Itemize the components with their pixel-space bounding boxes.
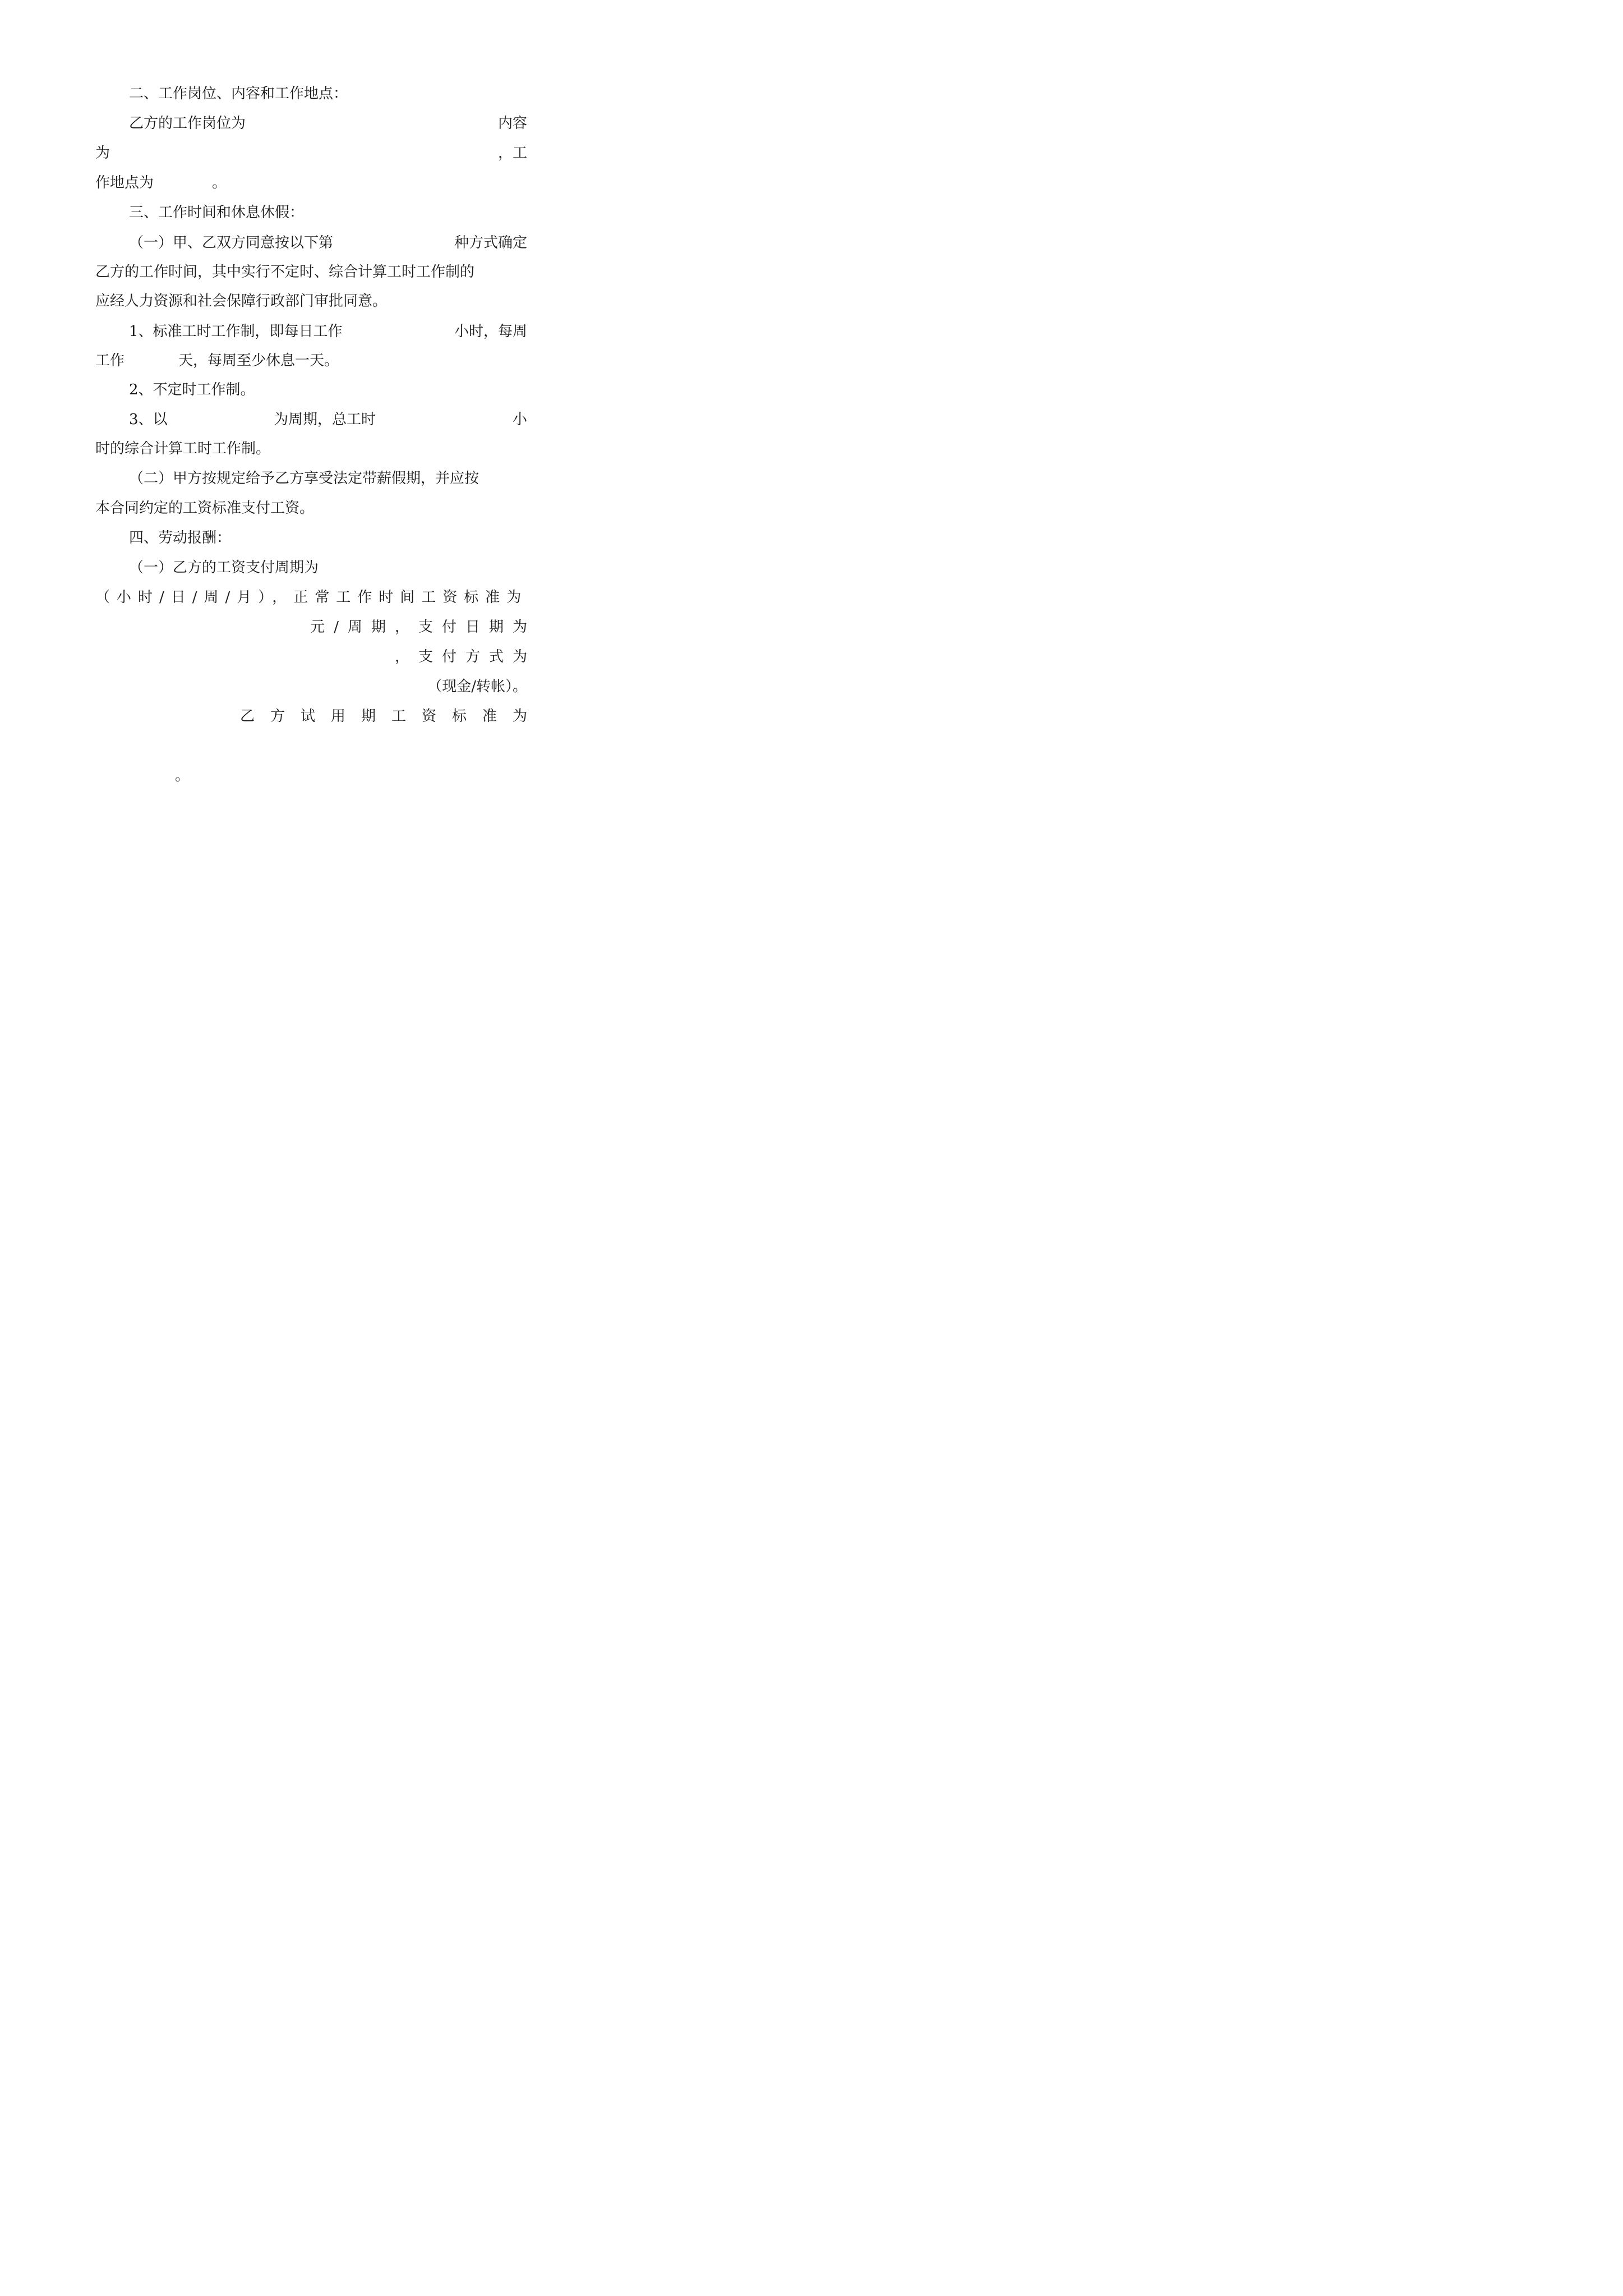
rest-day-text: 天，每周至少休息一天。: [178, 352, 339, 369]
job-content-label: 内容: [497, 115, 527, 132]
payment-method-line4: ，支付方式为: [394, 648, 536, 665]
pay-cycle-line1: （一）乙方的工资支付周期为: [129, 559, 319, 576]
work-location-prefix: ，工: [497, 145, 527, 162]
work-days-label: 工作: [95, 352, 125, 369]
job-position-label: 乙方的工作岗位为: [129, 115, 246, 132]
standard-hours-item: 1、标准工时工作制，即每日工作: [129, 323, 343, 340]
period-mark: 。: [212, 174, 227, 191]
work-hours-method-end: 种方式确定: [454, 234, 527, 251]
comprehensive-hours-item: 3、以: [129, 411, 168, 428]
section-heading-4: 四、劳动报酬：: [129, 530, 232, 546]
standard-hours-item-end: 小时，每周: [454, 323, 527, 340]
section-heading-3: 三、工作时间和休息休假：: [129, 204, 305, 221]
probation-pay-end: 。: [175, 767, 190, 784]
paid-leave-line1: （二）甲方按规定给予乙方享受法定带薪假期，并应按: [129, 470, 479, 487]
section-heading-2: 二、工作岗位、内容和工作地点：: [129, 85, 348, 102]
cycle-total-hours-text: 为周期，总工时: [274, 411, 376, 428]
document-page: [0, 0, 617, 872]
content-continuation: 为: [95, 145, 110, 162]
payment-method-line5: （现金/转帐）。: [427, 678, 527, 695]
paid-leave-line2: 本合同约定的工资标准支付工资。: [95, 500, 315, 517]
flexible-hours-item: 2、不定时工作制。: [129, 381, 255, 398]
probation-pay-line1: 乙方试用期工资标准为: [239, 708, 543, 725]
pay-cycle-line2: （小时/日/周/月），正常工作时间工资标准为: [95, 589, 528, 606]
comprehensive-hours-end: 时的综合计算工时工作制。: [95, 440, 271, 457]
pay-standard-line3: 元/周期，支付日期为: [310, 619, 536, 636]
work-hours-method-text: （一）甲、乙双方同意按以下第: [129, 234, 334, 251]
hours-unit-start: 小: [512, 411, 527, 428]
work-location-label: 作地点为: [95, 174, 154, 191]
work-hours-line2: 乙方的工作时间，其中实行不定时、综合计算工时工作制的: [95, 264, 475, 280]
work-hours-line3: 应经人力资源和社会保障行政部门审批同意。: [95, 293, 388, 310]
